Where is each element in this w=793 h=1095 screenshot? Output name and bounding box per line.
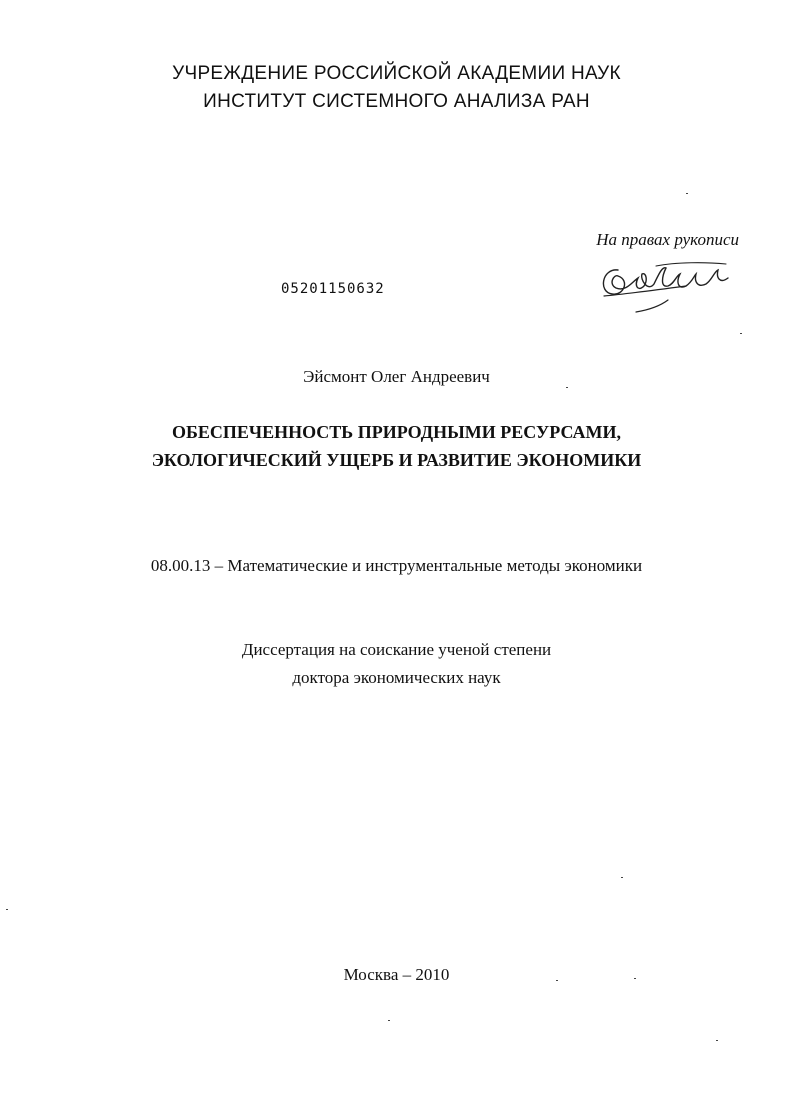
rights-note: На правах рукописи (596, 230, 739, 249)
scan-speck (388, 1020, 390, 1021)
scan-speck (556, 980, 558, 981)
scan-speck (566, 387, 568, 388)
title-line-2: ЭКОЛОГИЧЕСКИЙ УЩЕРБ И РАЗВИТИЕ ЭКОНОМИКИ (151, 450, 642, 470)
author-name: Эйсмонт Олег Андреевич (303, 367, 490, 386)
city-year: Москва – 2010 (343, 965, 450, 984)
scan-speck (634, 978, 636, 979)
institution-header (0, 60, 793, 116)
dissertation-title (0, 418, 793, 474)
document-code: 05201150632 (281, 281, 385, 297)
institution-line-2: ИНСТИТУТ СИСТЕМНОГО АНАЛИЗА РАН (203, 91, 590, 112)
institution-line-1: УЧРЕЖДЕНИЕ РОССИЙСКОЙ АКАДЕМИИ НАУК (172, 63, 621, 84)
scan-speck (6, 909, 8, 910)
degree-statement (0, 636, 793, 692)
scan-speck (716, 1040, 718, 1041)
handwritten-signature (596, 258, 736, 318)
degree-line-2: доктора экономических наук (292, 668, 501, 687)
specialty-code: 08.00.13 – Математические и инструментальные методы экономики (150, 556, 643, 575)
scan-speck (686, 193, 688, 194)
title-line-1: ОБЕСПЕЧЕННОСТЬ ПРИРОДНЫМИ РЕСУРСАМИ, (171, 422, 622, 442)
degree-line-1: Диссертация на соискание ученой степени (241, 640, 552, 659)
scan-speck (740, 333, 742, 334)
scan-speck (621, 877, 623, 878)
